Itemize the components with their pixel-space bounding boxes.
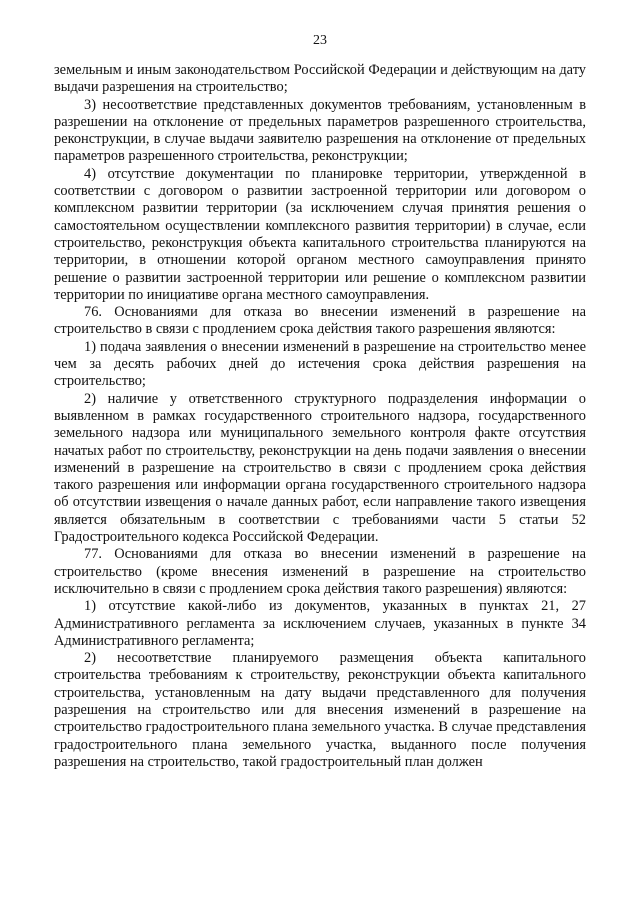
paragraph-item-4: 4) отсутствие документации по планировке территории, утвержденной в соответствии с договором о развитии застроенной территории или договором о комплексном развитии территории (за исключением случая принятия решения о самостоятельном осуществлении комплексного развития территории) в случае, если строительство, реконструкция объекта капитального строительства планируются на территории, в отношении которой органом местного самоуправления принято решение о развитии застроенной территории или решение о комплексном развитии территории по инициативе органа местного самоуправления.: [54, 165, 586, 303]
paragraph-76: 76. Основаниями для отказа во внесении изменений в разрешение на строительство в связи с продлением срока действия такого разрешения являются:: [54, 304, 586, 338]
paragraph-77: 77. Основаниями для отказа во внесении изменений в разрешение на строительство (кроме внесения изменений в разрешение на строительство исключительно в связи с продлением срока действия такого разрешения) являются:: [54, 546, 586, 597]
paragraph-item-3: 3) несоответствие представленных документов требованиям, установленным в разрешении на отклонение от предельных параметров разрешенного строительства, реконструкции, в случае выдачи заявителю разрешения на отклонение от предельных параметров разрешенного строительства, реконструкции;: [54, 96, 586, 165]
paragraph-76-item-1: 1) подача заявления о внесении изменений в разрешение на строительство менее чем за десять рабочих дней до истечения срока действия разрешения на строительство;: [54, 338, 586, 390]
paragraph-76-item-2: 2) наличие у ответственного структурного подразделения информации о выявленном в рамках государственного строительного надзора, государственного земельного надзора или муниципального земельного контроля факте отсутствия начатых работ по строительству, реконструкции на день подачи заявления о внесении изменений в разрешение на строительство в связи с продлением срока действия такого разрешения или информации органа государственного строительного надзора об отсутствии извещения о начале данных работ, если направление такого извещения является обязательным в соответствии с требованиями части 5 статьи 52 Градостроительного кодекса Российской Федерации.: [54, 390, 586, 546]
paragraph-77-item-2: 2) несоответствие планируемого размещения объекта капитального строительства требованиям к строительству, реконструкции объекта капитального строительства, установленным на дату выдачи представленного для получения разрешения на строительство или для внесения изменений в разрешение на строительство градостроительного плана земельного участка. В случае представления градостроительного плана земельного участка, выданного после получения разрешения на строительство, такой градостроительный план должен: [54, 650, 586, 770]
document-body: [54, 62, 586, 771]
page-number: 23: [313, 33, 327, 48]
paragraph-77-item-1: 1) отсутствие какой-либо из документов, указанных в пунктах 21, 27 Административного регламента за исключением случаев, указанных в пункте 34 Административного регламента;: [54, 598, 586, 649]
paragraph-continuation: земельным и иным законодательством Российской Федерации и действующим на дату выдачи разрешения на строительство;: [54, 62, 586, 96]
